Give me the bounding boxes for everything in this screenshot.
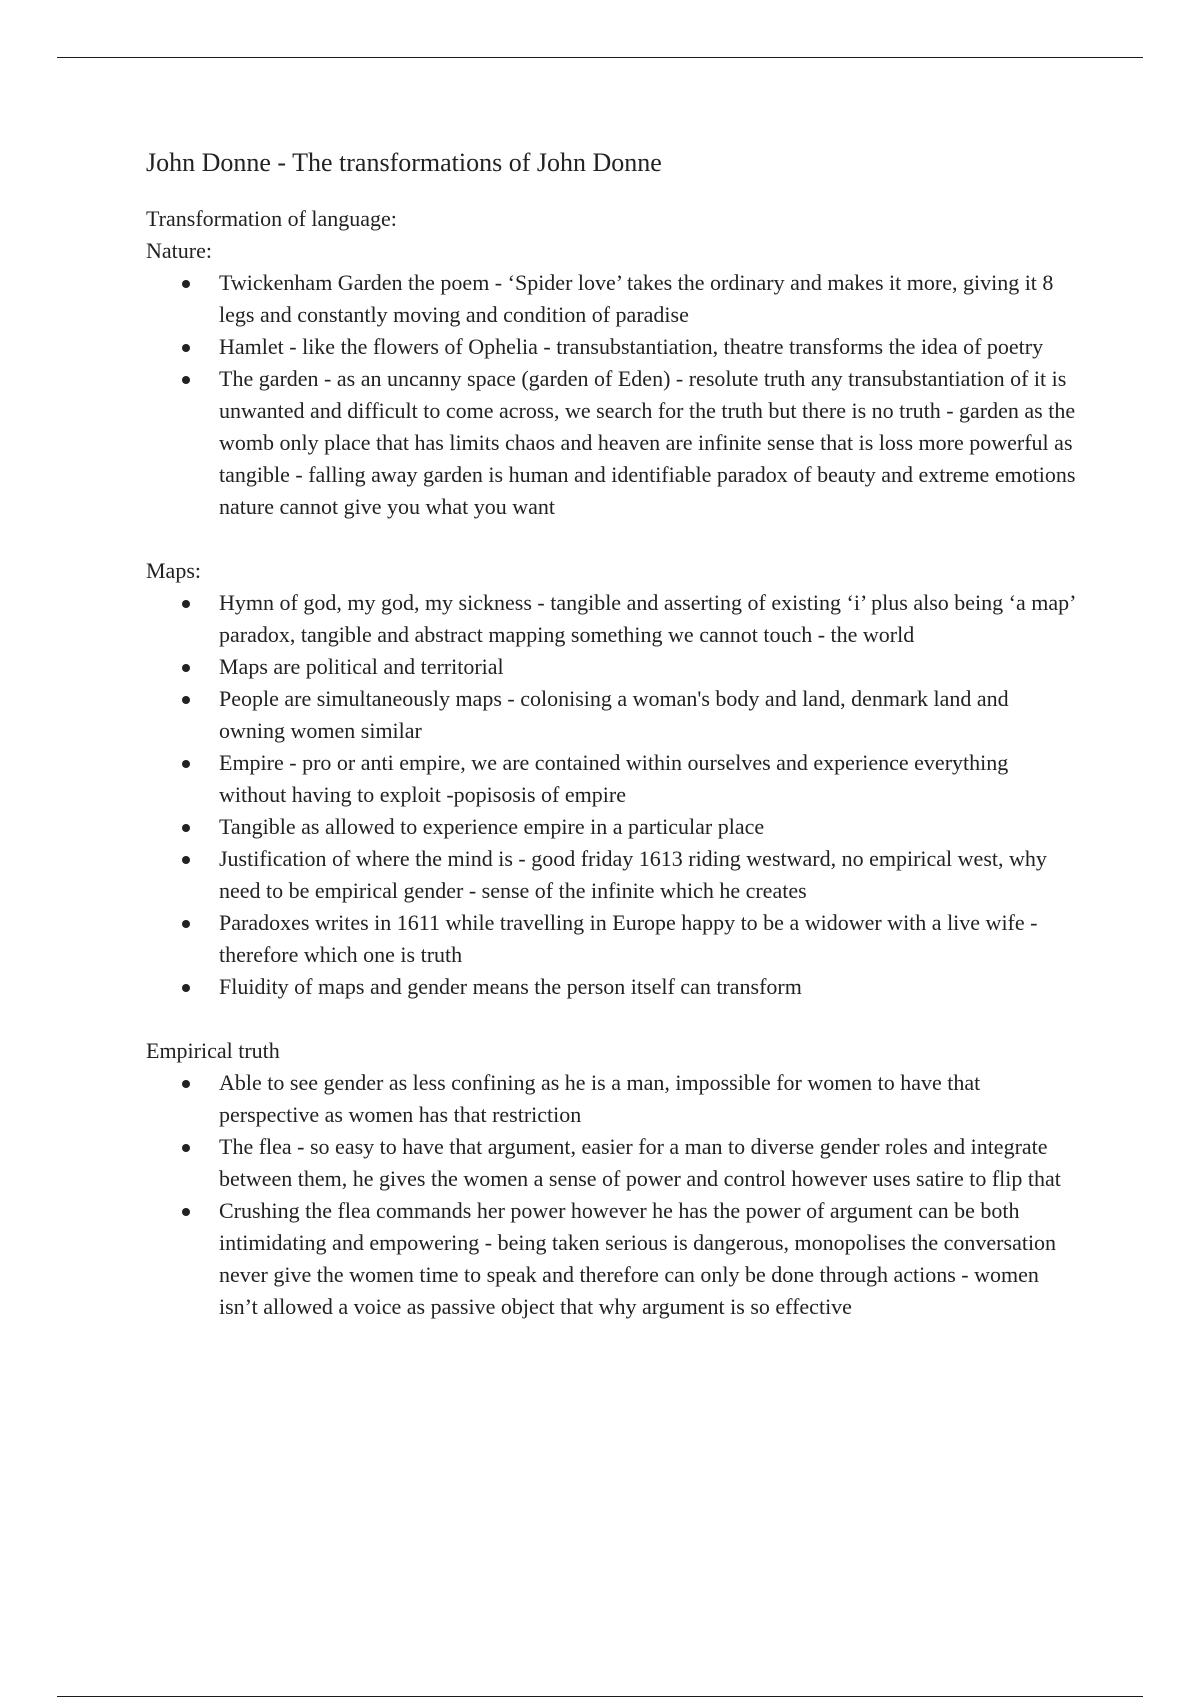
list-item-text: People are simultaneously maps - colonising a woman's body and land, denmark land and owning women similar [219, 686, 1009, 743]
list-item [219, 683, 1076, 747]
section-heading: Transformation of language: [146, 206, 397, 231]
bottom-rule [57, 1696, 1143, 1697]
list-item-text: Tangible as allowed to experience empire in a particular place [219, 814, 765, 839]
list-item [219, 587, 1076, 651]
list-item-text: Fluidity of maps and gender means the person itself can transform [219, 974, 802, 999]
list-item [219, 363, 1076, 523]
list-item [219, 971, 1076, 1003]
bullet-icon [182, 1144, 190, 1152]
list-item [219, 267, 1076, 331]
bullet-icon [182, 760, 190, 768]
section-spacer [146, 1003, 1076, 1035]
list-item [219, 1195, 1076, 1323]
list-item-text: Crushing the flea commands her power however he has the power of argument can be both intimidating and empowering - being taken serious is dangerous, monopolises the conversation never give the women time to speak and therefore can only be done through actions - women isn’t allowed a voice as passive object that why argument is so effective [219, 1198, 1057, 1319]
list-item-text: The garden - as an uncanny space (garden of Eden) - resolute truth any transubstantiation of it is unwanted and difficult to come across, we search for the truth but there is no truth - garden as the womb only place that has limits chaos and heaven are infinite sense that is loss more powerful as tangible - falling away garden is human and identifiable paradox of beauty and extreme emotions nature cannot give you what you want [219, 366, 1076, 519]
list-item [219, 651, 1076, 683]
bullet-icon [182, 824, 190, 832]
section-heading: Empirical truth [146, 1038, 280, 1063]
top-rule [57, 57, 1143, 58]
list-item-text: Empire - pro or anti empire, we are contained within ourselves and experience everything without having to exploit -popisosis of empire [219, 750, 1009, 807]
bullet-icon [182, 600, 190, 608]
section-subheading: Nature: [146, 238, 212, 263]
bullet-list [146, 587, 1076, 1003]
list-item-text: Twickenham Garden the poem - ‘Spider love’ takes the ordinary and makes it more, giving it 8 legs and constantly moving and condition of paradise [219, 270, 1054, 327]
list-item-text: Paradoxes writes in 1611 while travelling in Europe happy to be a widower with a live wife - therefore which one is truth [219, 910, 1038, 967]
list-item [219, 811, 1076, 843]
section-language [146, 203, 1076, 523]
bullet-icon [182, 696, 190, 704]
list-item-text: Hymn of god, my god, my sickness - tangible and asserting of existing ‘i’ plus also being ‘a map’ paradox, tangible and abstract mapping something we cannot touch - the world [219, 590, 1075, 647]
bullet-icon [182, 1208, 190, 1216]
section-empirical-truth [146, 1035, 1076, 1323]
list-item [219, 843, 1076, 907]
list-item [219, 331, 1076, 363]
list-item [219, 907, 1076, 971]
bullet-list [146, 267, 1076, 523]
list-item [219, 747, 1076, 811]
section-maps [146, 555, 1076, 1003]
bullet-list [146, 1067, 1076, 1323]
bullet-icon [182, 856, 190, 864]
bullet-icon [182, 1080, 190, 1088]
list-item-text: Hamlet - like the flowers of Ophelia - transubstantiation, theatre transforms the idea of poetry [219, 334, 1044, 359]
bullet-icon [182, 376, 190, 384]
bullet-icon [182, 344, 190, 352]
list-item-text: The flea - so easy to have that argument, easier for a man to diverse gender roles and integrate between them, he gives the women a sense of power and control however uses satire to flip that [219, 1134, 1061, 1191]
list-item [219, 1131, 1076, 1195]
bullet-icon [182, 664, 190, 672]
list-item-text: Justification of where the mind is - good friday 1613 riding westward, no empirical west, why need to be empirical gender - sense of the infinite which he creates [219, 846, 1047, 903]
bullet-icon [182, 280, 190, 288]
section-heading: Maps: [146, 558, 201, 583]
document-body [146, 146, 1076, 1323]
section-spacer [146, 523, 1076, 555]
page-title: John Donne - The transformations of John Donne [146, 148, 662, 177]
bullet-icon [182, 920, 190, 928]
list-item-text: Maps are political and territorial [219, 654, 504, 679]
bullet-icon [182, 984, 190, 992]
list-item-text: Able to see gender as less confining as he is a man, impossible for women to have that perspective as women has that restriction [219, 1070, 981, 1127]
list-item [219, 1067, 1076, 1131]
